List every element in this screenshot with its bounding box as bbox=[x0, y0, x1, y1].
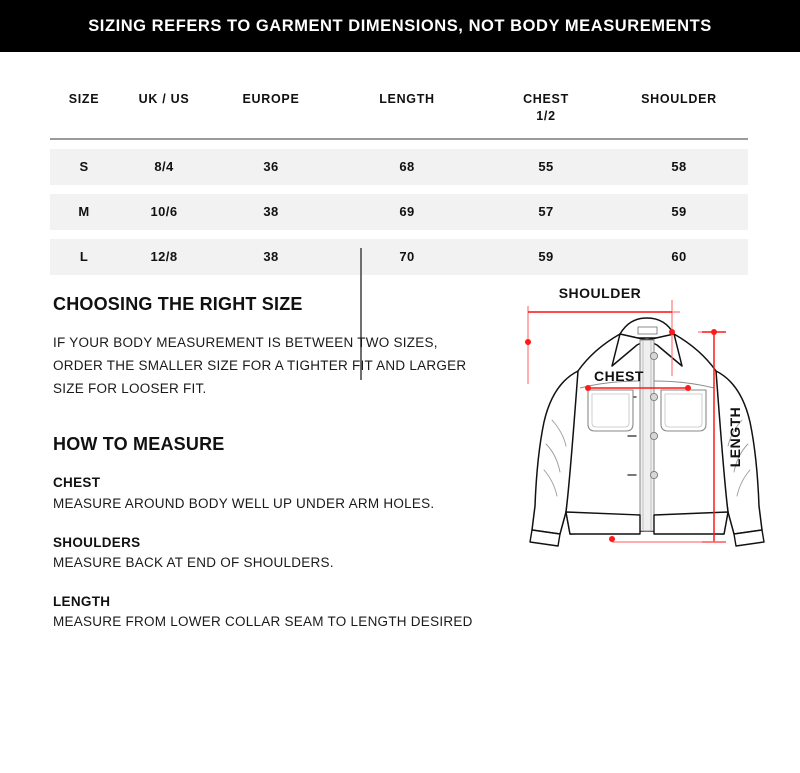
choosing-title: CHOOSING THE RIGHT SIZE bbox=[53, 293, 303, 314]
length-endpoint bbox=[609, 536, 615, 542]
table-header-rule-cell bbox=[50, 138, 748, 140]
cell-chest: 59 bbox=[482, 239, 610, 275]
chest-dimension-label: CHEST bbox=[594, 367, 644, 384]
how-to-measure-title: HOW TO MEASURE bbox=[53, 434, 225, 455]
table-header-rule bbox=[50, 138, 748, 140]
cuffs bbox=[530, 530, 764, 546]
cell-uk-us: 8/4 bbox=[118, 149, 210, 185]
list-item bbox=[53, 592, 483, 633]
column-header-length bbox=[332, 91, 482, 129]
measure-desc-chest: MEASURE AROUND BODY WELL UP UNDER ARM HOLES. bbox=[53, 495, 435, 511]
size-table-head bbox=[50, 91, 748, 140]
table-row bbox=[50, 194, 748, 230]
cell-shoulder: 60 bbox=[610, 239, 748, 275]
cell-size: L bbox=[50, 239, 118, 275]
measure-list bbox=[53, 473, 483, 633]
table-header-row bbox=[50, 91, 748, 129]
cell-shoulder: 58 bbox=[610, 149, 748, 185]
cell-length: 70 bbox=[332, 239, 482, 275]
cell-europe: 38 bbox=[210, 194, 332, 230]
choosing-body: IF YOUR BODY MEASUREMENT IS BETWEEN TWO SIZES, ORDER THE SMALLER SIZE FOR A TIGHTER FIT AND LARGER SIZE FOR LOOSER FIT. bbox=[53, 334, 467, 397]
column-header-uk-us bbox=[118, 91, 210, 129]
column-header-europe bbox=[210, 91, 332, 129]
measure-desc-shoulders: MEASURE BACK AT END OF SHOULDERS. bbox=[53, 554, 334, 570]
measure-term-chest: CHEST bbox=[53, 475, 101, 491]
cell-size: S bbox=[50, 149, 118, 185]
column-header-size-label: SIZE bbox=[68, 92, 100, 106]
cell-shoulder: 59 bbox=[610, 194, 748, 230]
cell-length: 69 bbox=[332, 194, 482, 230]
cell-chest: 57 bbox=[482, 194, 610, 230]
measure-term-shoulders: SHOULDERS bbox=[53, 534, 141, 550]
column-header-size bbox=[50, 91, 118, 129]
list-item bbox=[53, 473, 483, 514]
cell-size: M bbox=[50, 194, 118, 230]
shoulder-dimension-label: SHOULDER bbox=[558, 284, 642, 301]
size-table-section bbox=[0, 52, 800, 284]
instructions-column bbox=[53, 294, 483, 651]
measure-term-length: LENGTH bbox=[53, 593, 111, 609]
column-header-chest-label: CHEST bbox=[523, 92, 569, 106]
length-dimension-label: LENGTH bbox=[727, 406, 743, 468]
column-header-europe-label: EUROPE bbox=[242, 92, 300, 106]
list-item bbox=[53, 533, 483, 574]
cell-europe: 38 bbox=[210, 239, 332, 275]
measure-desc-length: MEASURE FROM LOWER COLLAR SEAM TO LENGTH DESIRED bbox=[53, 614, 473, 629]
column-header-chest-sublabel: 1/2 bbox=[536, 108, 556, 123]
cell-uk-us: 12/8 bbox=[118, 239, 210, 275]
garment-diagram bbox=[502, 284, 792, 559]
column-header-uk-us-label: UK / US bbox=[138, 92, 190, 106]
brand-label bbox=[638, 327, 657, 334]
table-row bbox=[50, 149, 748, 185]
header-banner bbox=[0, 0, 800, 52]
lower-section bbox=[0, 284, 800, 629]
column-header-chest bbox=[482, 91, 610, 129]
table-header-rule-line bbox=[50, 138, 748, 140]
cell-europe: 36 bbox=[210, 149, 332, 185]
table-row bbox=[50, 239, 748, 275]
cell-chest: 55 bbox=[482, 149, 610, 185]
cell-length: 68 bbox=[332, 149, 482, 185]
cell-uk-us: 10/6 bbox=[118, 194, 210, 230]
column-header-shoulder-label: SHOULDER bbox=[641, 92, 717, 106]
banner-title: SIZING REFERS TO GARMENT DIMENSIONS, NOT BODY MEASUREMENTS bbox=[88, 16, 712, 35]
column-header-length-label: LENGTH bbox=[379, 92, 435, 106]
size-table bbox=[50, 82, 748, 284]
column-header-shoulder bbox=[610, 91, 748, 129]
size-table-body bbox=[50, 149, 748, 275]
